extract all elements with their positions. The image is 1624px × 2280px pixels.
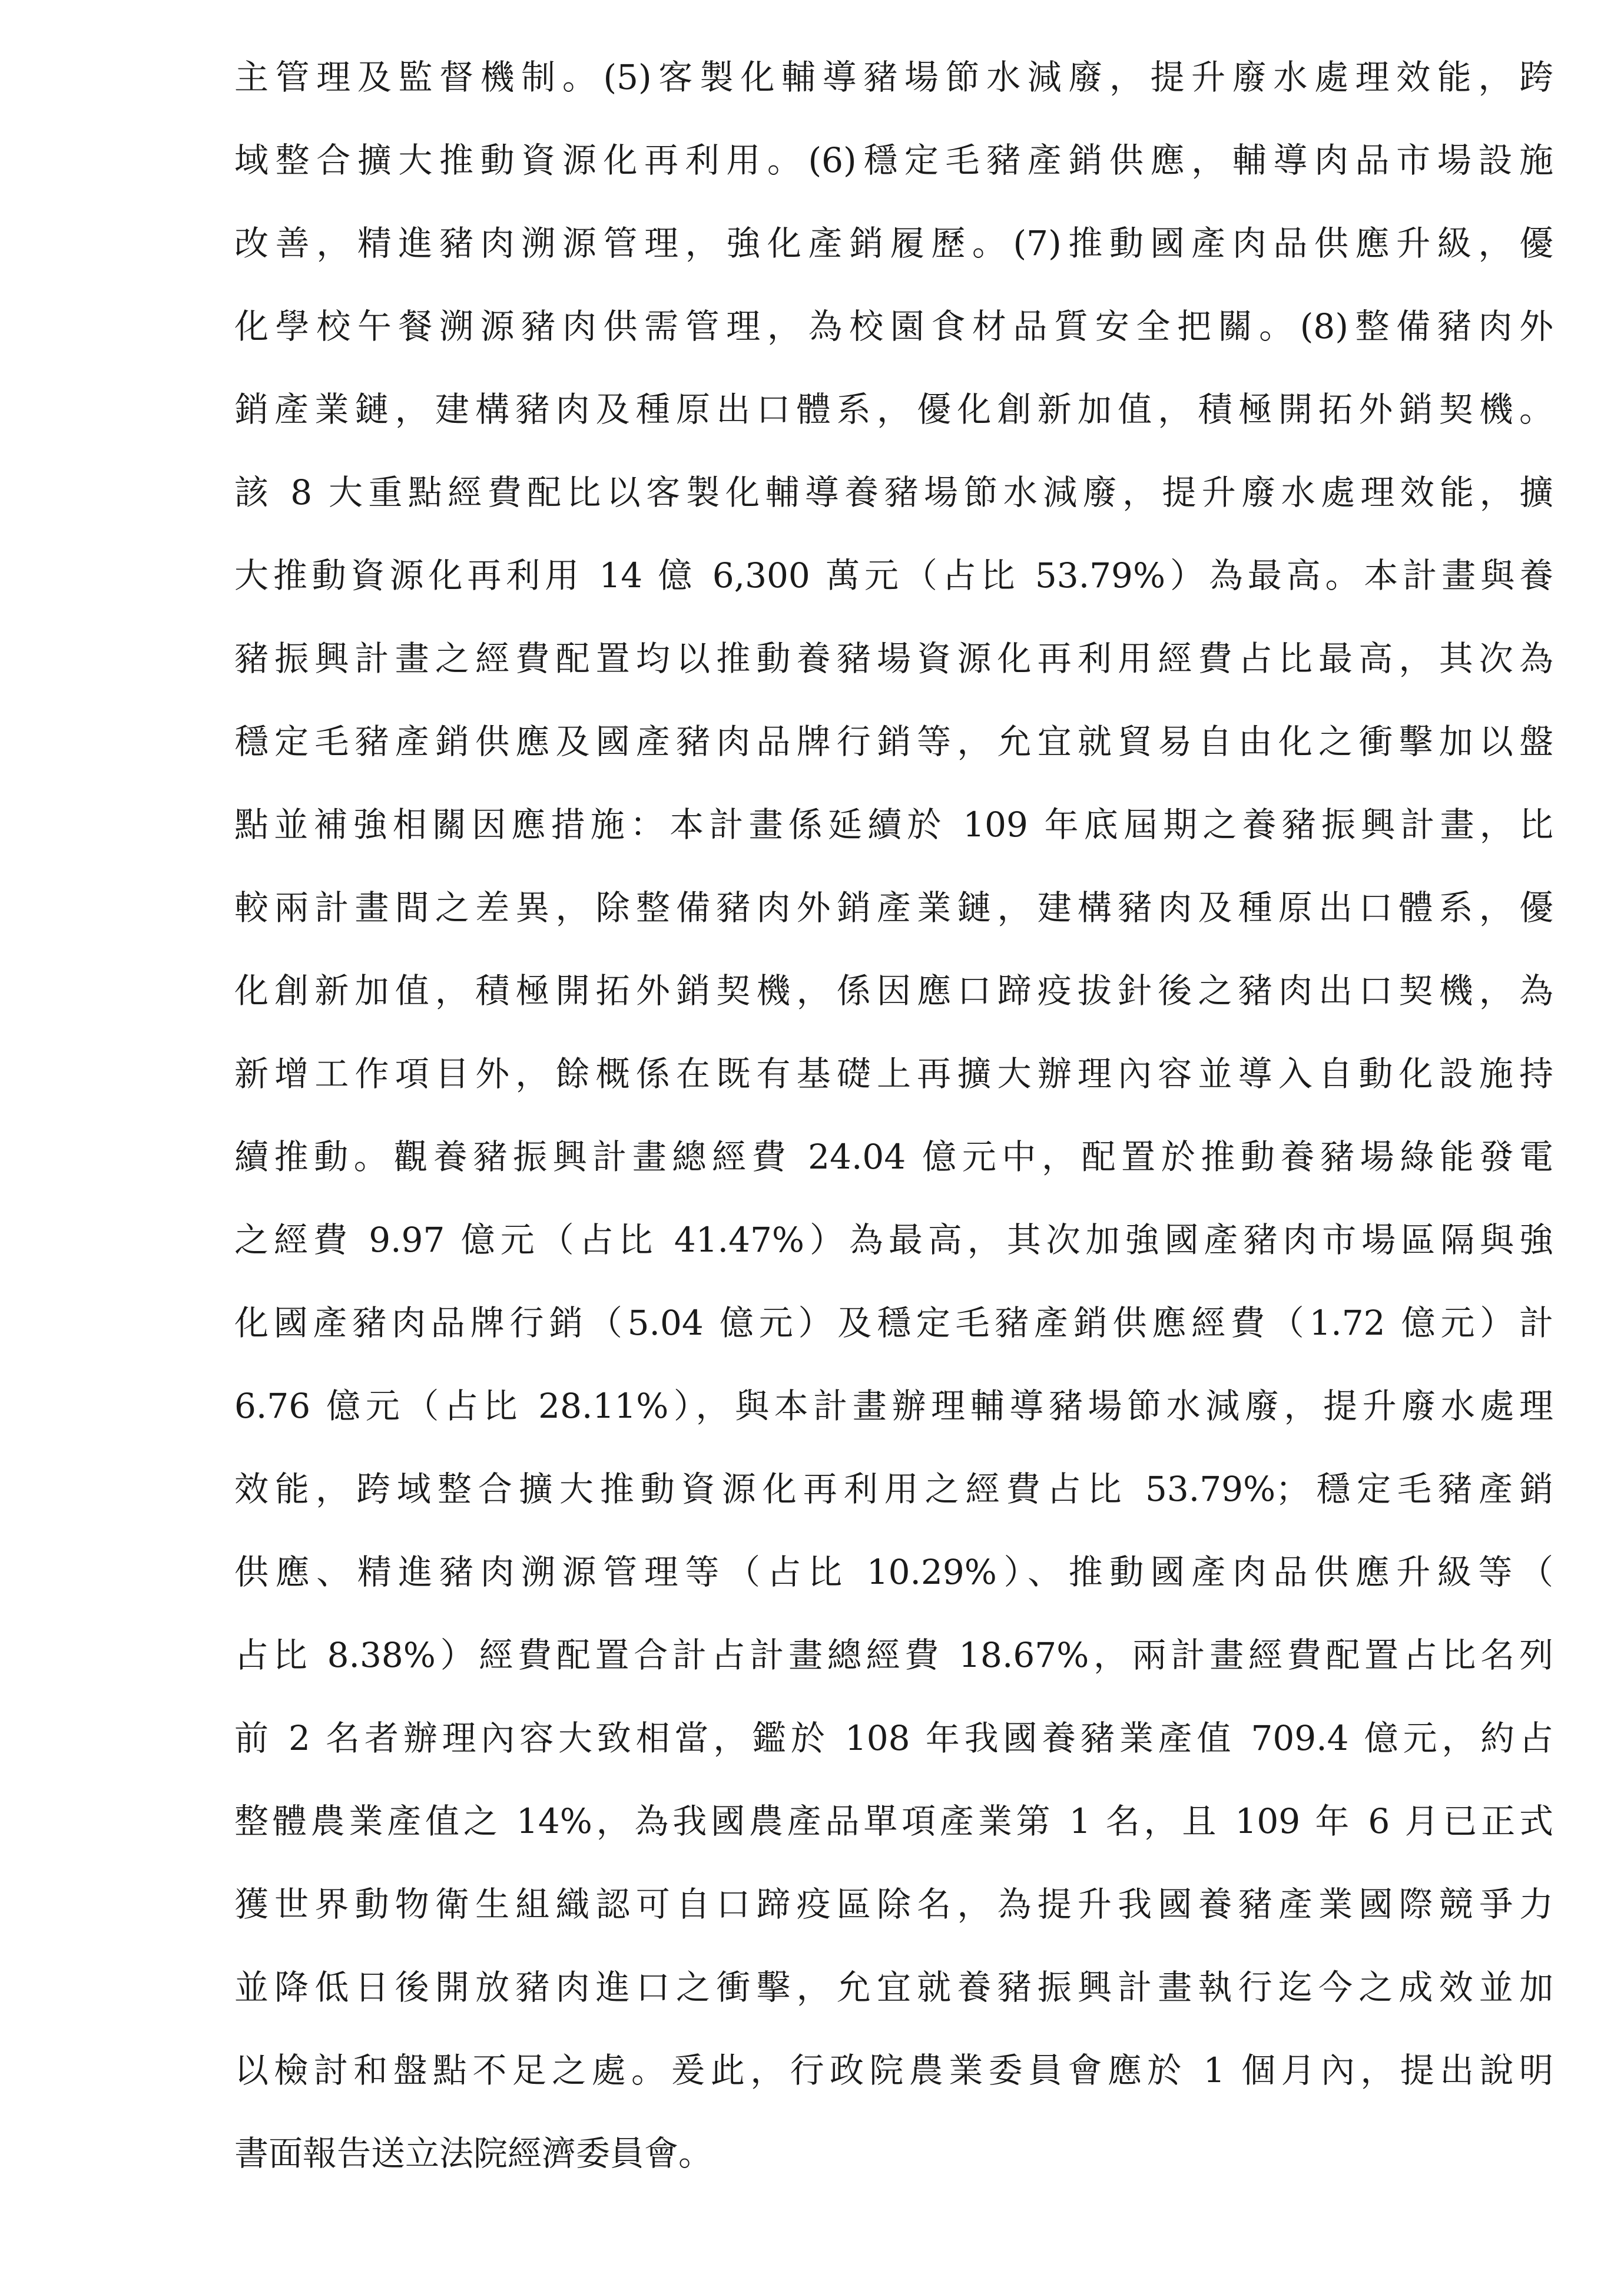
text-line: 供應、精進豬肉溯源管理等（占比 10.29%）、推動國產肉品供應升級等（ <box>234 1552 1553 1592</box>
text-line: 豬振興計畫之經費配置均以推動養豬場資源化再利用經費占比最高，其次為 <box>234 638 1553 679</box>
text-line: 續推動。觀養豬振興計畫總經費 24.04 億元中，配置於推動養豬場綠能發電 <box>234 1137 1553 1177</box>
text-line: 化學校午餐溯源豬肉供需管理，為校園食材品質安全把關。(8)整備豬肉外 <box>234 306 1553 346</box>
text-line: 新增工作項目外，餘概係在既有基礎上再擴大辦理內容並導入自動化設施持 <box>234 1054 1553 1094</box>
text-line: 大推動資源化再利用 14 億 6,300 萬元（占比 53.79%）為最高。本計畫與養 <box>234 555 1553 595</box>
text-line: 主管理及監督機制。(5)客製化輔導豬場節水減廢，提升廢水處理效能，跨 <box>234 57 1553 97</box>
text-line: 穩定毛豬產銷供應及國產豬肉品牌行銷等，允宜就貿易自由化之衝擊加以盤 <box>234 722 1553 762</box>
text-line-final: 書面報告送立法院經濟委員會。 <box>234 2133 713 2173</box>
text-line: 之經費 9.97 億元（占比 41.47%）為最高，其次加強國產豬肉市場區隔與強 <box>234 1220 1553 1260</box>
text-line: 占比 8.38%）經費配置合計占計畫總經費 18.67%，兩計畫經費配置占比名列 <box>234 1635 1553 1675</box>
text-line: 6.76 億元（占比 28.11%），與本計畫辦理輔導豬場節水減廢，提升廢水處理 <box>234 1386 1553 1426</box>
text-line: 點並補強相關因應措施：本計畫係延續於 109 年底屆期之養豬振興計畫，比 <box>234 805 1553 845</box>
text-line: 化創新加值，積極開拓外銷契機，係因應口蹄疫拔針後之豬肉出口契機，為 <box>234 971 1553 1011</box>
text-line: 改善，精進豬肉溯源管理，強化產銷履歷。(7)推動國產肉品供應升級，優 <box>234 223 1553 263</box>
text-line: 獲世界動物衛生組織認可自口蹄疫區除名，為提升我國養豬產業國際競爭力 <box>234 1884 1553 1924</box>
text-line: 以檢討和盤點不足之處。爰此，行政院農業委員會應於 1 個月內，提出說明 <box>234 2050 1553 2090</box>
text-line: 前 2 名者辦理內容大致相當，鑑於 108 年我國養豬業產值 709.4 億元，約占 <box>234 1718 1553 1758</box>
text-line: 銷產業鏈，建構豬肉及種原出口體系，優化創新加值，積極開拓外銷契機。 <box>234 389 1553 429</box>
text-line: 並降低日後開放豬肉進口之衝擊，允宜就養豬振興計畫執行迄今之成效並加 <box>234 1967 1553 2007</box>
text-line: 該 8 大重點經費配比以客製化輔導養豬場節水減廢，提升廢水處理效能，擴 <box>234 472 1553 512</box>
text-line: 化國產豬肉品牌行銷（5.04 億元）及穩定毛豬產銷供應經費（1.72 億元）計 <box>234 1303 1553 1343</box>
text-line: 整體農業產值之 14%，為我國農產品單項產業第 1 名，且 109 年 6 月已正式 <box>234 1801 1553 1841</box>
text-line: 效能，跨域整合擴大推動資源化再利用之經費占比 53.79%；穩定毛豬產銷 <box>234 1469 1553 1509</box>
text-line: 域整合擴大推動資源化再利用。(6)穩定毛豬產銷供應，輔導肉品市場設施 <box>234 140 1553 180</box>
text-line: 較兩計畫間之差異，除整備豬肉外銷產業鏈，建構豬肉及種原出口體系，優 <box>234 888 1553 928</box>
